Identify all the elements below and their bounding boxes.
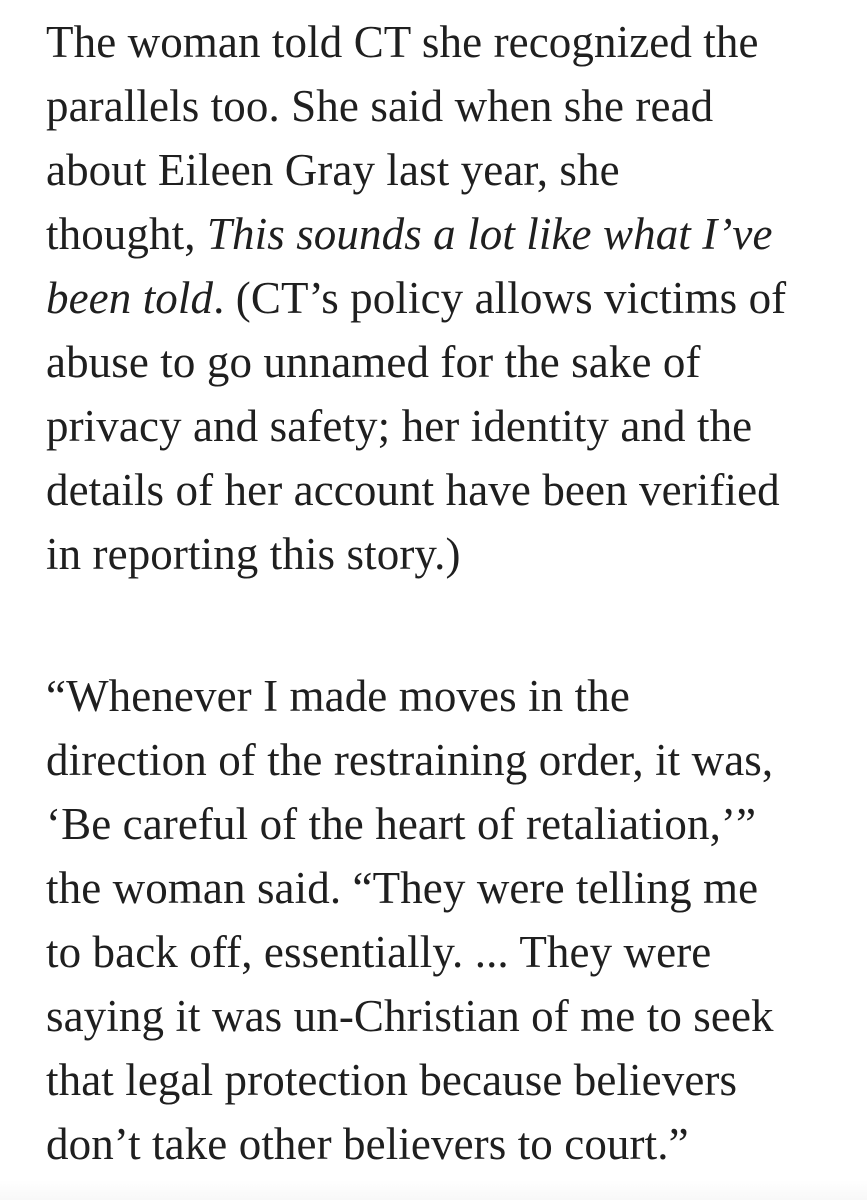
paragraph-2-line-2: direction of the restraining order, it was, xyxy=(46,735,774,785)
line-italic-text: been told xyxy=(46,273,214,323)
paragraph-1-line-7: privacy and safety; her identity and the xyxy=(46,401,753,451)
paragraph-1-line-1: The woman told CT she recognized the xyxy=(46,17,759,67)
paragraph-1-line-5 xyxy=(46,268,786,328)
bottom-fade xyxy=(0,1180,867,1200)
paragraph-1-line-2: parallels too. She said when she read xyxy=(46,81,714,131)
paragraph-2-line-3: ‘Be careful of the heart of retaliation,’” xyxy=(46,799,757,849)
paragraph-2-line-7: that legal protection because believers xyxy=(46,1055,738,1105)
paragraph-2-line-6: saying it was un-Christian of me to seek xyxy=(46,991,774,1041)
paragraph-2-line-1: “Whenever I made moves in the xyxy=(46,671,630,721)
line-normal-text: . (CT’s policy allows victims of xyxy=(213,273,787,323)
paragraph-1-line-3: about Eileen Gray last year, she xyxy=(46,145,620,195)
paragraph-2-line-4: the woman said. “They were telling me xyxy=(46,863,759,913)
paragraph-1-line-4 xyxy=(46,204,773,264)
paragraph-2-line-8: don’t take other believers to court.” xyxy=(46,1119,689,1169)
line-italic-text: This sounds a lot like what I’ve xyxy=(206,209,773,259)
paragraph-1-line-9: in reporting this story.) xyxy=(46,529,461,579)
paragraph-1-line-8: details of her account have been verified xyxy=(46,465,780,515)
line-normal-text: thought, xyxy=(46,209,207,259)
paragraph-1-line-6: abuse to go unnamed for the sake of xyxy=(46,337,701,387)
paragraph-2-line-5: to back off, essentially. ... They were xyxy=(46,927,712,977)
